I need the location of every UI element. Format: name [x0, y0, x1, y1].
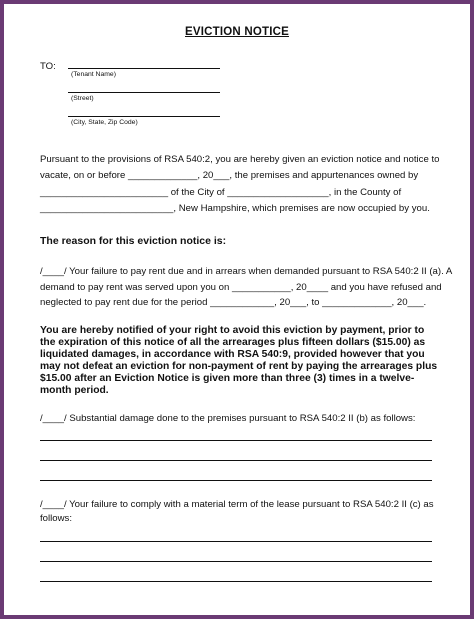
lease-line: /____/ Your failure to comply with a material term of the lease pursuant to RSA 540:2 II (c) as — [40, 499, 434, 510]
avoid-line: $15.00 after an Eviction Notice is given more than three (3) times in a twelve- — [40, 373, 415, 384]
lease-line: follows: — [40, 513, 72, 524]
street-line[interactable] — [68, 92, 220, 93]
avoid-line: liquidated damages, in accordance with RSA 540:9, provided however that you — [40, 349, 425, 360]
city-state-zip-line[interactable] — [68, 116, 220, 117]
lease-blank-line[interactable] — [40, 561, 432, 562]
intro-line: _________________________, New Hampshire, which premises are now occupied by you. — [40, 203, 430, 214]
rent-line: demand to pay rent was served upon you on ___________, 20____ and you have refused and — [40, 282, 442, 293]
street-caption: (Street) — [71, 95, 94, 102]
intro-line: Pursuant to the provisions of RSA 540:2, you are hereby given an eviction notice and notice to — [40, 154, 440, 165]
city-state-zip-caption: (City, State, Zip Code) — [71, 119, 138, 126]
document-title: EVICTION NOTICE — [185, 26, 289, 38]
reason-heading: The reason for this eviction notice is: — [40, 235, 227, 247]
avoid-line: You are hereby notified of your right to avoid this eviction by payment, prior to — [40, 325, 425, 336]
rent-line: neglected to pay rent due for the period ____________, 20___, to _____________, 20___. — [40, 297, 427, 308]
tenant-name-line[interactable] — [68, 68, 220, 69]
tenant-name-caption: (Tenant Name) — [71, 71, 116, 78]
avoid-line: may not defeat an eviction for non-payment of rent by paying the arrearages plus — [40, 361, 438, 372]
damage-blank-line[interactable] — [40, 460, 432, 461]
avoid-line: month period. — [40, 385, 109, 396]
intro-line: vacate, on or before _____________, 20___, the premises and appurtenances owned by — [40, 170, 419, 181]
lease-blank-line[interactable] — [40, 541, 432, 542]
damage-blank-line[interactable] — [40, 440, 432, 441]
intro-line: ________________________ of the City of ___________________, in the County of — [40, 187, 402, 198]
damage-line: /____/ Substantial damage done to the premises pursuant to RSA 540:2 II (b) as follows: — [40, 413, 416, 424]
lease-blank-line[interactable] — [40, 581, 432, 582]
rent-line: /____/ Your failure to pay rent due and in arrears when demanded pursuant to RSA 540:2 II (a). A — [40, 266, 453, 277]
avoid-line: the expiration of this notice of all the arrearages plus fifteen dollars ($15.00) as — [40, 337, 426, 348]
damage-blank-line[interactable] — [40, 480, 432, 481]
to-label: TO: — [40, 61, 56, 72]
